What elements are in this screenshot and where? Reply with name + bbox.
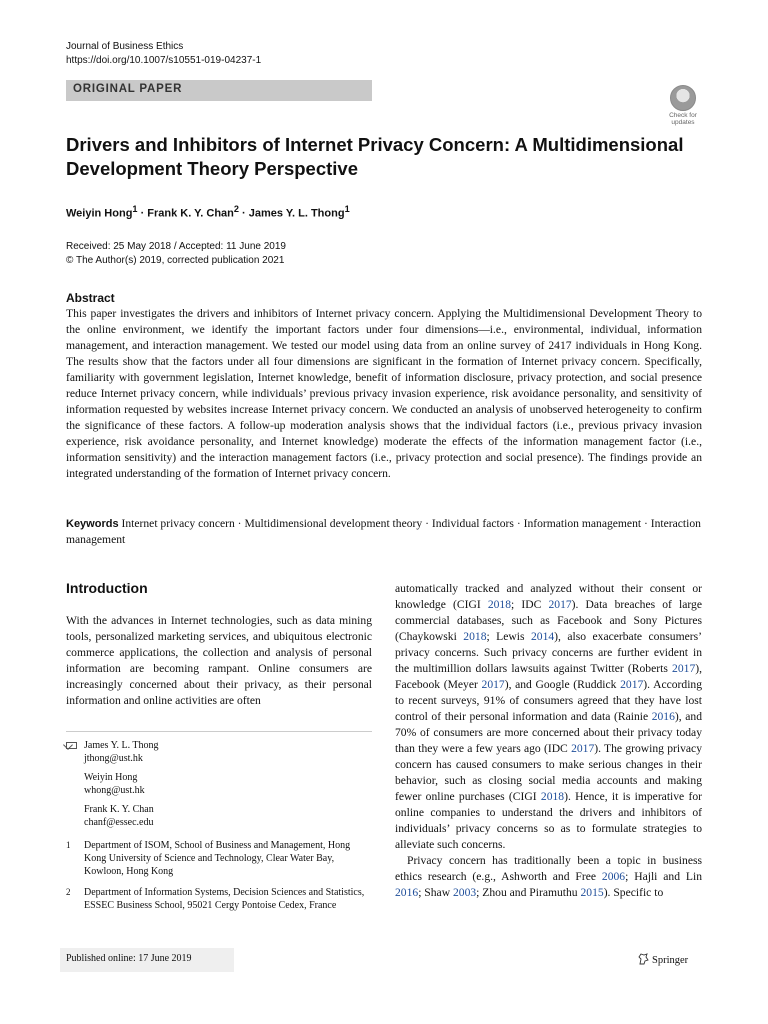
citation-link[interactable]: 2017 xyxy=(620,678,644,691)
abstract-heading: Abstract xyxy=(66,291,115,305)
contact-entry xyxy=(66,803,372,829)
keywords-label: Keywords xyxy=(66,518,119,530)
citation-link[interactable]: 2017 xyxy=(481,678,505,691)
contact-name: Frank K. Y. Chan xyxy=(84,804,154,815)
intro-right-column xyxy=(395,581,702,901)
author-name[interactable]: Frank K. Y. Chan xyxy=(147,207,234,220)
affiliation-mark: 1 xyxy=(66,840,71,850)
paragraph-text: ; IDC xyxy=(511,598,549,611)
author-affiliation-mark: 2 xyxy=(233,204,239,214)
author-list: Weiyin Hong$^1$ · Frank K. Y. Chan$^2$ · James Y. L. Thong$^1$ xyxy=(66,204,350,220)
paragraph-text: ), Facebook (Meyer xyxy=(395,662,702,691)
publication-dates xyxy=(66,240,286,268)
received-accepted: Received: 25 May 2018 / Accepted: 11 June 2019 xyxy=(66,241,286,252)
journal-name: Journal of Business Ethics xyxy=(66,41,184,52)
affiliation-entry xyxy=(66,839,372,878)
contact-email[interactable]: whong@ust.hk xyxy=(84,785,145,796)
paper-title: Drivers and Inhibitors of Internet Privacy Concern: A Multidimensional Development Theory Perspective xyxy=(66,134,684,179)
publisher-logo xyxy=(638,953,688,966)
author-name[interactable]: Weiyin Hong xyxy=(66,207,133,220)
paragraph-text: ; Hajli and Lin xyxy=(625,870,702,883)
check-updates-line1: Check for xyxy=(669,112,697,119)
paper-type-label: ORIGINAL PAPER xyxy=(73,83,183,95)
citation-link[interactable]: 2003 xyxy=(452,886,477,899)
envelope-icon xyxy=(66,742,77,749)
check-updates-icon xyxy=(670,85,696,111)
affiliation-text: Department of ISOM, School of Business and Management, Hong Kong University of Science and Technology, Clear Water Bay, Kowloon, Hong Kong xyxy=(84,840,351,877)
paragraph-text: ; Zhou and Piramuthu xyxy=(476,886,581,899)
citation-link[interactable]: 2017 xyxy=(571,742,595,755)
contact-name: Weiyin Hong xyxy=(84,772,138,783)
journal-info xyxy=(66,40,261,68)
citation-link[interactable]: 2018 xyxy=(463,630,487,643)
citation-link[interactable]: 2014 xyxy=(530,630,555,643)
affiliation-text: Department of Information Systems, Decision Sciences and Statistics, ESSEC Business School, 95021 Cergy Pontoise Cedex, France xyxy=(84,887,365,911)
check-updates-line2: updates xyxy=(671,119,695,126)
section-heading-introduction: Introduction xyxy=(66,580,148,596)
keywords-text: Internet privacy concern · Multidimensional development theory · Individual factors · Information management · Interaction management xyxy=(66,517,701,546)
paragraph-text: ). According to recent surveys, 91% of consumers agreed that they have lost control of their personal information and data (Rainie xyxy=(395,678,703,723)
intro-paragraph xyxy=(395,581,702,853)
contact-name: James Y. L. Thong xyxy=(84,740,159,751)
footnotes xyxy=(66,739,372,918)
citation-link[interactable]: 2016 xyxy=(651,710,675,723)
citation-link[interactable]: 2018 xyxy=(487,598,512,611)
contact-entry xyxy=(66,739,372,765)
paragraph-text: ), also exacerbate consumers’ privacy concerns. Such privacy concerns are further evident in the multimillion dollars lawsuits against Twitter (Roberts xyxy=(395,630,702,675)
citation-link[interactable]: 2006 xyxy=(601,870,626,883)
paragraph-text: ). Specific to xyxy=(603,886,664,899)
author-affiliation-mark: 1 xyxy=(344,204,350,214)
paragraph-text: ). Data breaches of large commercial databases, such as Facebook and Sony Pictures (Chaykowski xyxy=(395,598,702,643)
abstract-text: This paper investigates the drivers and inhibitors of Internet privacy concern. Applying the Multidimensional Development Theory to the online environment, we identify the important factors under four dimensions—i.e., environmental, individual, information management, and interaction management. We tested our model using data from an online survey of 2417 individuals in Hong Kong. The results show that the factors under all four dimensions are significant in the formation of Internet privacy concern. Specifically, familiarity with government legislation, Internet knowledge, benefit of information disclosure, privacy protection, and social presence reduce Internet privacy concern, while individuals’ previous privacy invasion experience, risk avoidance personality, and sensitivity of information requested by websites increase Internet privacy concern. We conducted an analysis of unobserved heterogeneity to confirm the significance of these factors. A follow-up moderation analysis shows that the individual factors (i.e., previous privacy invasion experience, risk avoidance personality, and Internet knowledge) moderate the effects of the information management factor (i.e., information sensitivity) and the interaction management factors (i.e., privacy protection and social presence). The findings provide an integrated understanding of the formation of Internet privacy concern. xyxy=(66,307,702,480)
paragraph-text: ; Lewis xyxy=(486,630,531,643)
contact-entry xyxy=(66,771,372,797)
citation-link[interactable]: 2015 xyxy=(580,886,604,899)
published-online: Published online: 17 June 2019 xyxy=(66,953,192,964)
intro-left-column: With the advances in Internet technologies, such as data mining tools, personalized marketing services, and ubiquitous electronic commerce applications, the collection and analysis of personal information are becoming rampant. Online consumers are increasingly concerned about their privacy, as their personal information and online activities are often xyxy=(66,614,372,707)
affiliation-entry xyxy=(66,886,372,912)
check-for-updates-badge[interactable] xyxy=(664,85,702,126)
paragraph-text: ), and Google (Ruddick xyxy=(504,678,621,691)
copyright-line: © The Author(s) 2019, corrected publication 2021 xyxy=(66,255,285,266)
paragraph-text: ). The growing privacy concern has caused consumers to make serious changes in their behavior, such as closing social media accounts and making fewer online purchases (CIGI xyxy=(395,742,702,803)
citation-link[interactable]: 2016 xyxy=(395,886,419,899)
citation-link[interactable]: 2017 xyxy=(548,598,572,611)
keywords xyxy=(66,516,702,548)
citation-link[interactable]: 2017 xyxy=(672,662,696,675)
author-name[interactable]: James Y. L. Thong xyxy=(248,207,345,220)
paper-type-bar xyxy=(66,80,372,101)
footnote-divider xyxy=(66,731,372,732)
contact-email[interactable]: chanf@essec.edu xyxy=(84,817,154,828)
paragraph-text: ). Hence, it is imperative for online companies to understand the drivers and inhibitors of individuals’ privacy concerns so as to formulate strategies to alleviate such concerns. xyxy=(395,790,703,851)
citation-link[interactable]: 2018 xyxy=(540,790,565,803)
affiliation-mark: 2 xyxy=(66,887,71,897)
paragraph-text: ), and 70% of consumers are more concerned about their privacy today than they were a few years ago (IDC xyxy=(395,710,702,755)
publisher-name: Springer xyxy=(652,955,689,966)
doi-link[interactable]: https://doi.org/10.1007/s10551-019-04237-1 xyxy=(66,55,262,66)
intro-paragraph xyxy=(395,853,702,901)
contact-email[interactable]: jthong@ust.hk xyxy=(84,753,143,764)
paragraph-text: Privacy concern has traditionally been a topic in business ethics research (e.g., Ashworth and Free xyxy=(395,854,702,883)
paragraph-text: automatically tracked and analyzed without their consent or knowledge (CIGI xyxy=(395,582,702,611)
paragraph-text: ; Shaw xyxy=(418,886,453,899)
author-affiliation-mark: 1 xyxy=(132,204,138,214)
springer-horse-icon xyxy=(638,953,649,965)
